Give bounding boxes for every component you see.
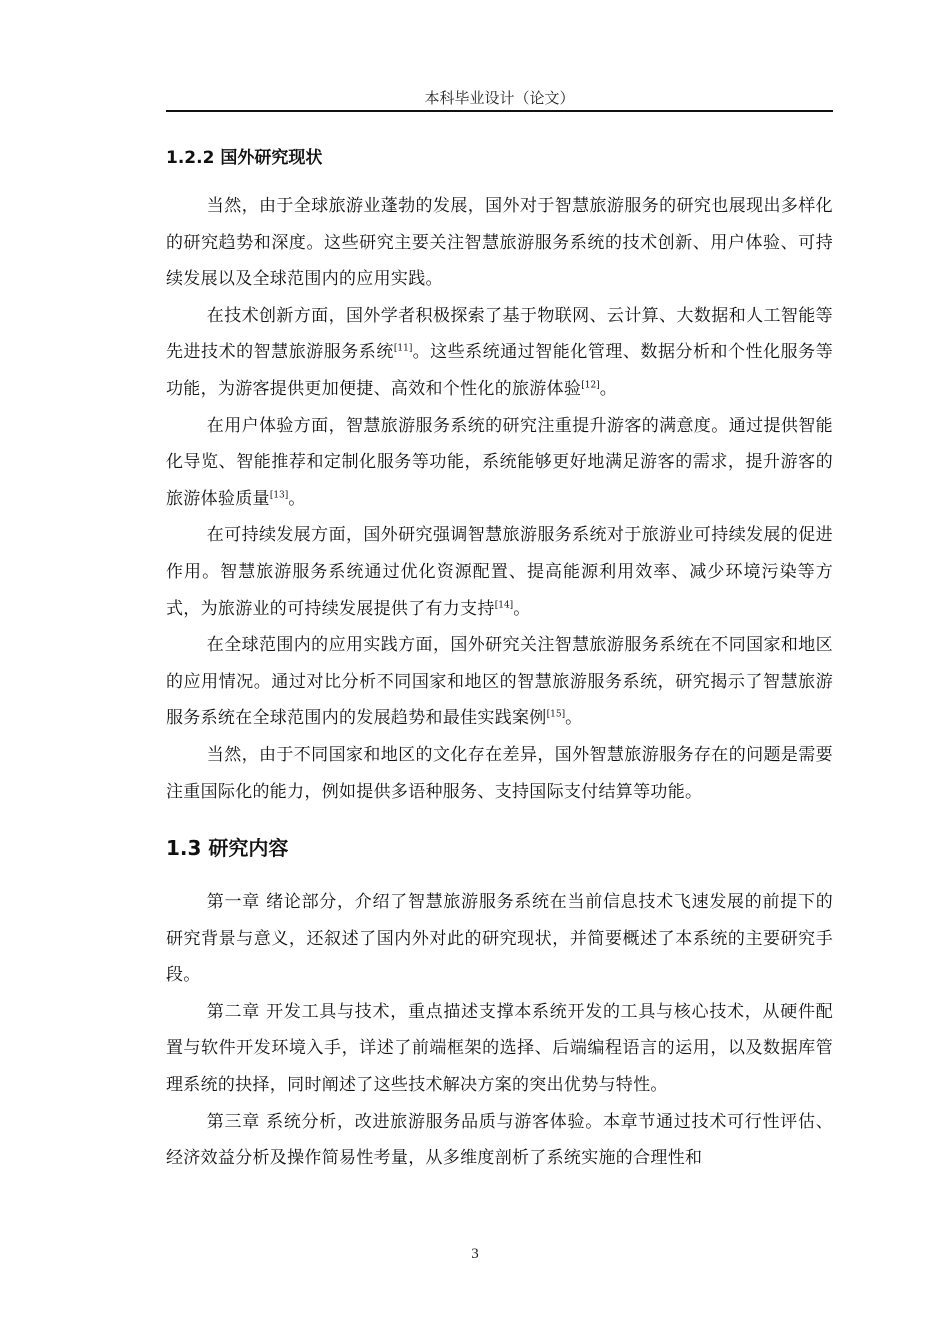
paragraph-text: 在全球范围内的应用实践方面，国外研究关注智慧旅游服务系统在不同国家和地区的应用情况。通过对比分析不同国家和地区的智慧旅游服务系统，研究揭示了智慧旅游服务系统在全球范围内的发展趋势和最佳实践案例 <box>166 635 833 729</box>
paragraph <box>166 408 833 518</box>
paragraph <box>166 994 833 1104</box>
paragraph-tail: 。 <box>288 488 306 509</box>
header-rule <box>166 110 833 112</box>
paragraph-text: 在可持续发展方面，国外研究强调智慧旅游服务系统对于旅游业可持续发展的促进作用。智慧旅游服务系统通过优化资源配置、提高能源利用效率、减少环境污染等方式，为旅游业的可持续发展提供了有力支持 <box>166 525 833 619</box>
paragraph <box>166 884 833 994</box>
paragraph <box>166 188 833 298</box>
paragraph-text: 当然，由于不同国家和地区的文化存在差异，国外智慧旅游服务存在的问题是需要注重国际化的能力，例如提供多语种服务、支持国际支付结算等功能。 <box>166 744 833 802</box>
paragraph-tail: 。 <box>599 378 617 399</box>
page-number: 3 <box>471 1246 479 1262</box>
paragraph <box>166 627 833 737</box>
paragraph <box>166 1104 833 1177</box>
paragraph-tail: 。 <box>565 708 583 729</box>
citation-ref: [13] <box>269 490 289 501</box>
paragraph-text: 在技术创新方面，国外学者积极探索了基于物联网、云计算、大数据和人工智能等先进技术的智慧旅游服务系统 <box>166 305 833 363</box>
paragraph-text: 第二章 开发工具与技术，重点描述支撑本系统开发的工具与核心技术，从硬件配置与软件开发环境入手，详述了前端框架的选择、后端编程语言的运用，以及数据库管理系统的抉择，同时阐述了这些技术解决方案的突出优势与特性。 <box>166 1001 833 1096</box>
page-content <box>166 140 833 1177</box>
paragraph <box>166 298 833 408</box>
paragraph-text: 在用户体验方面，智慧旅游服务系统的研究注重提升游客的满意度。通过提供智能化导览、智能推荐和定制化服务等功能，系统能够更好地满足游客的需求，提升游客的旅游体验质量 <box>166 415 833 509</box>
section-heading-1-3: 1.3 研究内容 <box>166 836 289 861</box>
paragraph-text: 第三章 系统分析，改进旅游服务品质与游客体验。本章节通过技术可行性评估、经济效益分析及操作简易性考量，从多维度剖析了系统实施的合理性和 <box>166 1111 833 1169</box>
section-heading-1-2-2: 1.2.2 国外研究现状 <box>166 148 323 168</box>
citation-ref: [15] <box>546 709 566 720</box>
citation-ref: [11] <box>393 343 413 354</box>
citation-ref: [14] <box>494 599 514 610</box>
running-header: 本科毕业设计（论文） <box>424 89 575 107</box>
paragraph-tail: 。 <box>513 598 531 619</box>
paragraph-text: 当然，由于全球旅游业蓬勃的发展，国外对于智慧旅游服务的研究也展现出多样化的研究趋势和深度。这些研究主要关注智慧旅游服务系统的技术创新、用户体验、可持续发展以及全球范围内的应用实践。 <box>166 196 833 290</box>
paragraph <box>166 737 833 810</box>
paragraph-text: 。这些系统通过智能化管理、数据分析和个性化服务等功能，为游客提供更加便捷、高效和个性化的旅游体验 <box>166 342 833 399</box>
paragraph <box>166 517 833 627</box>
paragraph-text: 第一章 绪论部分，介绍了智慧旅游服务系统在当前信息技术飞速发展的前提下的研究背景与意义，还叙述了国内外对此的研究现状，并简要概述了本系统的主要研究手段。 <box>166 892 833 986</box>
citation-ref: [12] <box>581 380 600 391</box>
